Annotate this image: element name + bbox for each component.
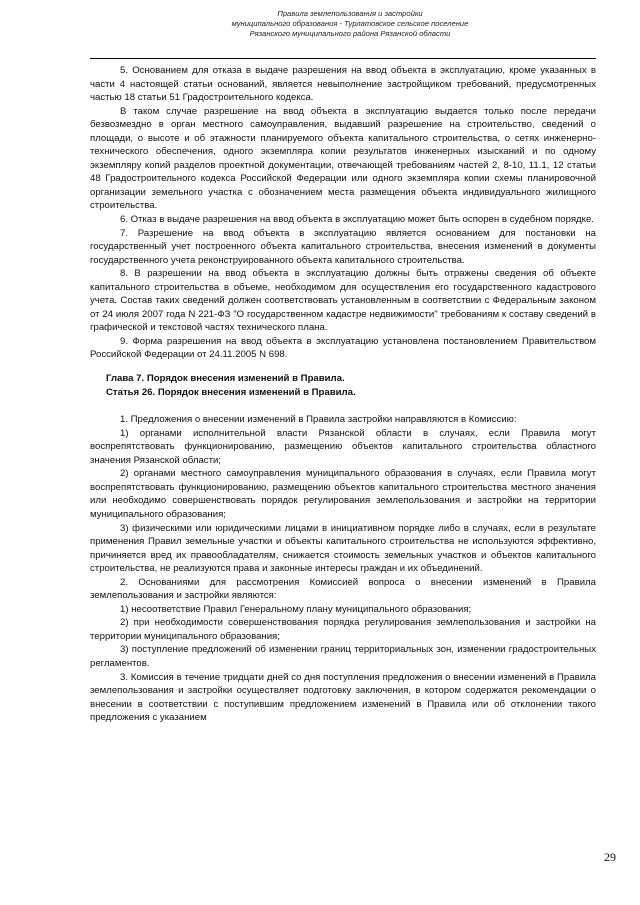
paragraph: 3) поступление предложений об изменении границ территориальных зон, изменении градостроительных регламентов. (90, 644, 596, 669)
paragraph: 2) органами местного самоуправления муниципального образования в случаях, если Правила могут воспрепятствовать функционированию, размещению объектов капитального строительства местного значения или необходимо совершенствовать порядок регулирования землепользования и застройки на территории муниципального образования; (90, 468, 596, 520)
paragraph: 5. Основанием для отказа в выдаче разрешения на ввод объекта в эксплуатацию, кроме указанных в части 4 настоящей статьи оснований, является невыполнение застройщиком требований, предусмотренных частью 18 статьи 51 Градостроительного кодекса. (90, 65, 596, 104)
header-line-2: муниципального образования - Турлатовское сельское поселение (231, 19, 469, 28)
paragraph: В таком случае разрешение на ввод объекта в эксплуатацию выдается только после передачи безвозмездно в орган местного самоуправления, выдавший разрешение на строительство, сведений о площади, о высоте и об этажности планируемого объекта капитального строительства, о сетях инженерно-технического обеспечения, одного экземпляра копии результатов инженерных изысканий и по одному экземпляру копий разделов проектной документации, отвечающей требованиям частей 2, 8-10, 11.1, 12 статьи 48 Градостроительного кодекса Российской Федерации или одного экземпляра копии схемы планировочной организации земельного участка с обозначением места размещения объекта индивидуального жилищного строительства. (90, 105, 596, 212)
chapter-title: Глава 7. Порядок внесения изменений в Правила. (106, 373, 345, 385)
paragraph: 8. В разрешении на ввод объекта в эксплуатацию должны быть отражены сведения об объекте капитального строительства в объеме, необходимом для осуществления его государственного кадастрового учета. Состав таких сведений должен соответствовать установленным в соответствии с Федеральным законом от 24 июля 2007 года N 221-ФЗ "О государственном кадастре недвижимости" требованиям к составу сведений в графической и текстовой частях технического плана. (90, 268, 596, 334)
paragraph: 2) при необходимости совершенствования порядка регулирования землепользования и застройки на территории муниципального образования; (90, 617, 596, 642)
header-line-3: Рязанского муниципального района Рязанской области (249, 29, 451, 38)
header-divider (90, 58, 596, 59)
paragraph: 2. Основаниями для рассмотрения Комиссией вопроса о внесении изменений в Правила землепользования и застройки являются: (90, 576, 596, 602)
document-body (90, 64, 596, 725)
paragraph: 1) несоответствие Правил Генеральному плану муниципального образования; (120, 603, 472, 615)
paragraph: 9. Форма разрешения на ввод объекта в эксплуатацию установлена постановлением Правительством Российской Федерации от 24.11.2005 N 698. (90, 335, 596, 361)
article-title: Статья 26. Порядок внесения изменений в Правила. (106, 386, 356, 398)
paragraph: 7. Разрешение на ввод объекта в эксплуатацию является основанием для постановки на государственный учет построенного объекта капитального строительства, внесения изменений в документы государственного учета реконструированного объекта капитального строительства. (90, 227, 596, 266)
section-headings (90, 372, 596, 399)
paragraph: 3. Комиссия в течение тридцати дней со дня поступления предложения о внесении изменений в Правила землепользования и застройки осуществляет подготовку заключения, в котором содержатся рекомендации о внесении в соответствии с поступившим предложением изменений в Правила или об отклонении такого предложения с указанием (90, 671, 596, 724)
header-line-1: Правила землепользования и застройки (277, 9, 423, 18)
paragraph: 1. Предложения о внесении изменений в Правила застройки направляются в Комиссию: (120, 414, 517, 426)
page-number: 29 (604, 850, 616, 864)
paragraph: 3) физическими или юридическими лицами в инициативном порядке либо в случаях, если в результате применения Правил земельные участки и объекты капитального строительства не используются эффективно, причиняется вред их правообладателям, снижается стоимость земельных участков и объектов капитального строительства, не реализуются права и законные интересы граждан и их объединений. (90, 522, 596, 575)
paragraph: 6. Отказ в выдаче разрешения на ввод объекта в эксплуатацию может быть оспорен в судебном порядке. (120, 214, 594, 226)
paragraph: 1) органами исполнительной власти Рязанской области в случаях, если Правила могут воспрепятствовать функционированию, размещению объектов капитального строительства областного значения Рязанской области; (90, 427, 596, 466)
running-header (100, 9, 600, 39)
